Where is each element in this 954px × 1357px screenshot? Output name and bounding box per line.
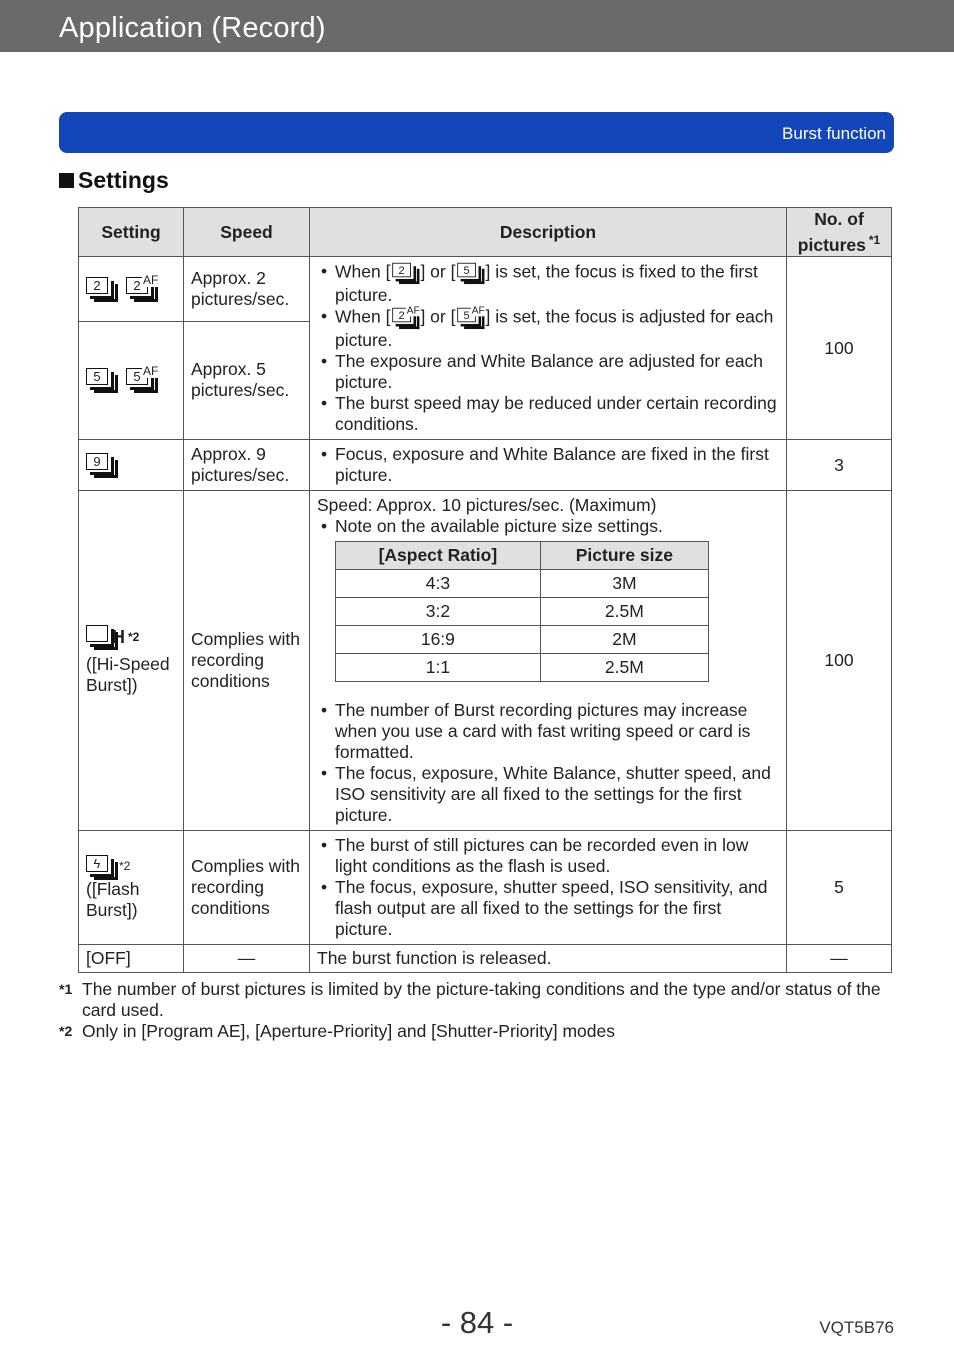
speed-cell: Approx. 2 pictures/sec. [184, 257, 310, 322]
page-number: - 84 - [440, 1305, 514, 1340]
burst-5-icon: 5 [458, 263, 484, 283]
pictures-cell: — [787, 945, 892, 973]
setting-label: ([Hi-Speed Burst]) [86, 654, 170, 695]
page-header-title: Application (Record) [59, 12, 326, 44]
description-cell [310, 440, 787, 491]
table-row: 4:3 3M [336, 570, 709, 598]
document-id: VQT5B76 [819, 1318, 894, 1337]
list-item: • Focus, exposure and White Balance are fixed in the first picture. [317, 444, 779, 486]
section-title: Settings [78, 167, 169, 193]
setting-label: ([Flash Burst]) [86, 878, 140, 920]
list-item: • The burst of still pictures can be recorded even in low light conditions as the flash is used. [317, 835, 779, 877]
list-item: • The number of Burst recording pictures may increase when you use a card with fast writing speed or card is formatted. [317, 700, 779, 763]
speed-cell: Complies with recording conditions [184, 831, 310, 945]
section-heading [59, 167, 169, 194]
burst-9-icon: 9 [86, 453, 116, 477]
list-item: • The burst speed may be reduced under certain recording conditions. [317, 393, 779, 435]
description-cell [310, 831, 787, 945]
setting-cell [79, 831, 184, 945]
list-item: • When [ 2 AF ] or [ 5 AF ] is set, the focus is adjusted for each picture. [317, 306, 779, 351]
description-cell: The burst function is released. [310, 945, 787, 973]
list-item: • The focus, exposure, shutter speed, ISO sensitivity, and flash output are all fixed to the settings for the first picture. [317, 877, 779, 940]
table-row [79, 945, 892, 973]
description-cell [310, 491, 787, 831]
section-band [59, 112, 894, 153]
list-item: • The exposure and White Balance are adjusted for each picture. [317, 351, 779, 393]
pictures-cell: 100 [787, 257, 892, 440]
aspect-ratio-header: [Aspect Ratio] [336, 542, 541, 570]
footnote-1: *1 The number of burst pictures is limited by the picture-taking conditions and the type and/or status of the card used. [59, 979, 881, 1020]
table-row [79, 440, 892, 491]
header-pictures [787, 208, 892, 257]
burst-5-af-icon: 5 AF [458, 308, 484, 328]
setting-cell: [OFF] [79, 945, 184, 973]
square-bullet-icon [59, 173, 74, 188]
band-label: Burst function [782, 124, 886, 143]
burst-5-af-icon: 5 AF [126, 368, 156, 392]
burst-5-icon: 5 [86, 368, 116, 392]
burst-2-icon: 2 [86, 277, 116, 301]
header-setting: Setting [79, 208, 184, 257]
header-bar [0, 0, 954, 52]
speed-cell: — [184, 945, 310, 973]
table-row [79, 831, 892, 945]
burst-2-af-icon: 2 AF [393, 308, 419, 328]
picture-size-header: Picture size [540, 542, 708, 570]
setting-cell [79, 321, 184, 439]
list-item: • When [ 2 ] or [ 5 ] is set, the focus is fixed to the first picture. [317, 261, 779, 306]
table-row [79, 257, 892, 322]
list-item: • The focus, exposure, White Balance, shutter speed, and ISO sensitivity are all fixed to the settings for the first picture. [317, 763, 779, 826]
speed-cell: Approx. 5 pictures/sec. [184, 321, 310, 439]
pictures-cell: 5 [787, 831, 892, 945]
header-pictures-label: No. of pictures [797, 208, 866, 255]
header-description: Description [310, 208, 787, 257]
table-row: 16:9 2M [336, 626, 709, 654]
burst-2-af-icon: 2 AF [126, 277, 156, 301]
hi-speed-burst-icon: H *2 [86, 625, 139, 649]
speed-intro: Speed: Approx. 10 pictures/sec. (Maximum) [317, 495, 657, 515]
setting-cell [79, 491, 184, 831]
description-cell [310, 257, 787, 440]
speed-cell: Approx. 9 pictures/sec. [184, 440, 310, 491]
table-header-row [79, 208, 892, 257]
settings-table [78, 207, 892, 973]
table-row: 3:2 2.5M [336, 598, 709, 626]
speed-cell: Complies with recording conditions [184, 491, 310, 831]
pictures-cell: 3 [787, 440, 892, 491]
footnote-2: *2 Only in [Program AE], [Aperture-Priority] and [Shutter-Priority] modes [59, 1021, 615, 1041]
header-speed: Speed [184, 208, 310, 257]
aspect-ratio-table [335, 541, 709, 682]
table-row [79, 491, 892, 831]
pictures-cell: 100 [787, 491, 892, 831]
header-pictures-mark: *1 [868, 232, 881, 247]
setting-cell [79, 440, 184, 491]
table-row: 1:1 2.5M [336, 654, 709, 682]
flash-burst-icon: ϟ *2 [86, 855, 176, 879]
setting-cell [79, 257, 184, 322]
list-item: • Note on the available picture size settings. [317, 516, 779, 537]
burst-2-icon: 2 [393, 263, 419, 283]
